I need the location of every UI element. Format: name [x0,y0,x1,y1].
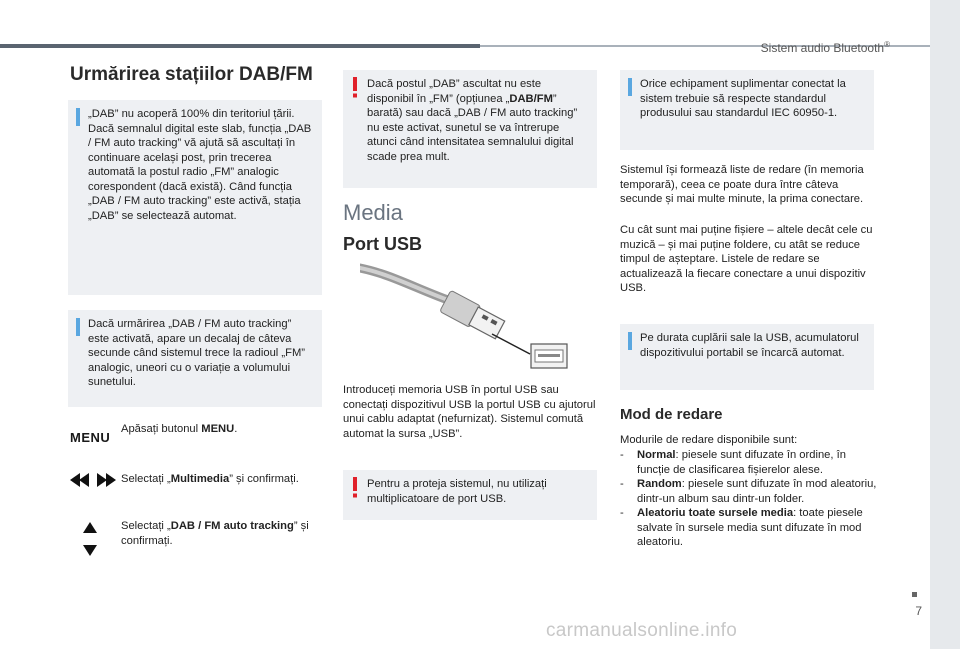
info-icon [76,108,80,126]
info-text: Orice echipament suplimentar conectat la sistem trebuie să respecte standardul produsului sau standardul IEC 60950-1. [640,78,846,119]
usb-plug-illustration [360,262,572,374]
info-text: Dacă urmărirea „DAB / FM auto tracking” este activată, apare un decalaj de câteva secunde când sistemul trece la radioul „FM” analogic, uneori cu o variație a volumului sunetului. [88,318,306,388]
usb-port-title: Port USB [343,234,423,254]
menu-button-icon: MENU [70,430,111,445]
warning-icon [349,476,361,498]
playlist-paragraph-1: Sistemul își formează liste de redare (în memoria temporară), ceea ce poate dura între câteva secunde și mai multe minute, la prima conectare. [620,164,864,205]
info-box-standard [620,70,874,150]
info-text: Pe durata cuplării sale la USB, acumulatorul dispozitivului portabil se încarcă automat. [640,332,859,359]
list-item: - Random: piesele sunt difuzate în mod aleatoriu, dintr-un album sau dintr-un folder. [620,478,877,505]
warning-text: Dacă postul „DAB” ascultat nu este disponibil în „FM” (opțiunea „DAB/FM” barată) sau dacă „DAB / FM auto tracking” nu este activat, sunetul se va întrerupe atunci când intensitatea semnalului digital scade prea mult. [367,78,578,163]
warning-box-usb [343,470,597,520]
playlist-paragraph-2: Cu cât sunt mai puține fișiere – altele decât cele cu muzică – și mai puține foldere, cu atât se reduce timpul de așteptare. Listele de redare se actualizează la fiecare conectare a unui dispozitiv USB. [620,224,873,294]
list-item: - Normal: piesele sunt difuzate în ordine, în funcție de clasificarea fișierelor alese. [620,449,846,476]
list-item: - Aleatoriu toate sursele media: toate piesele salvate în sursele media sunt difuzate în mod aleatoriu. [620,507,863,548]
section-title: Urmărirea stațiilor DAB/FM [70,64,313,85]
page-number: 7 [915,604,922,618]
info-box-charging [620,324,874,390]
side-band [930,0,960,649]
warning-icon [349,76,361,98]
play-mode-list [620,448,880,550]
media-title: Media [343,200,403,225]
info-box-coverage [68,100,322,295]
info-box-delay [68,310,322,407]
left-right-arrows-icon [70,472,116,488]
play-mode-intro: Modurile de redare disponibile sunt: [620,434,798,446]
step-select-multimedia: Selectați „Multimedia” și confirmați. [121,473,299,485]
continue-marker [912,592,917,597]
warning-box-dab [343,70,597,188]
info-icon [628,78,632,96]
step-press-menu: Apăsați butonul MENU. [121,423,238,435]
info-text: „DAB” nu acoperă 100% din teritoriul țării. Dacă semnalul digital este slab, funcția „DAB / FM auto tracking” vă ajută să ascultați în continuare același post, prin trecerea automată la postul radio „FM” analogic corespondent (dacă există). Când funcția „DAB / FM auto tracking” este activă, stația „DAB” se selectează automat. [88,108,312,222]
play-mode-title: Mod de redare [620,406,723,423]
info-icon [76,318,80,336]
usb-instructions: Introduceți memoria USB în portul USB sau conectați dispozitivul USB la portul USB cu ajutorul unui cablu adaptat (nefurnizat). Sistemul comută automat la sursa „USB”. [343,384,596,440]
header-rule-dark [0,44,480,48]
up-down-arrows-icon [83,522,97,556]
info-icon [628,332,632,350]
step-select-dab-fm: Selectați „DAB / FM auto tracking” și confirmați. [121,520,309,547]
watermark: carmanualsonline.info [546,620,738,641]
header-title: Sistem audio Bluetooth® [760,40,890,55]
warning-text: Pentru a proteja sistemul, nu utilizați multiplicatoare de port USB. [367,478,547,505]
